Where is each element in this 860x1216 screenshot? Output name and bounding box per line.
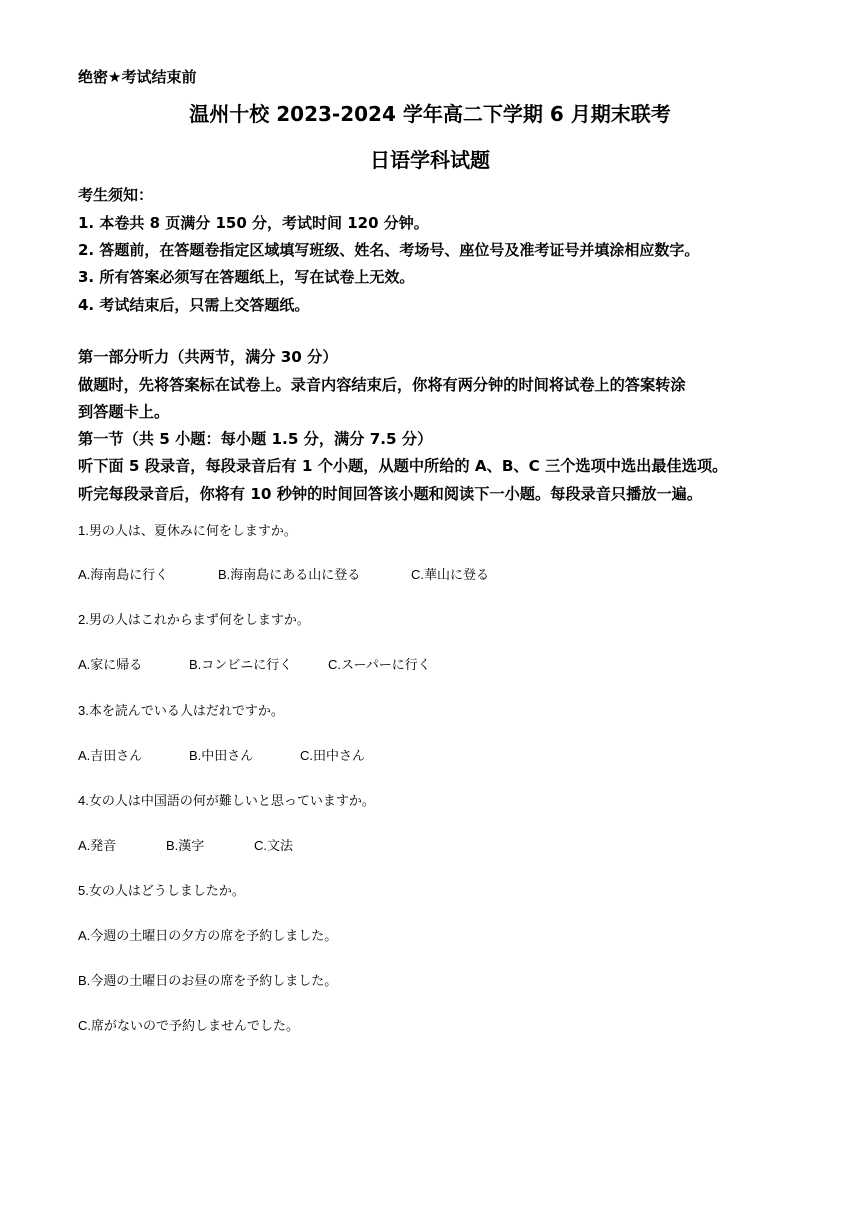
option-a: A.家に帰る [78,657,143,672]
option-a: A.今週の土曜日の夕方の席を予約しました。 [78,928,338,943]
part1-heading: 第一部分听力（共两节，满分 30 分） [78,348,338,366]
option-c: C.スーパーに行く [328,657,431,672]
section1-instruction: 听完每段录音后，你将有 10 秒钟的时间回答该小题和阅读下一小题。每段录音只播放一遍。 [78,485,703,503]
notice-heading: 考生须知： [78,186,154,204]
section1-instruction: 听下面 5 段录音，每段录音后有 1 个小题，从题中所给的 A、B、C 三个选项中选出最佳选项。 [78,457,728,475]
exam-subtitle: 日语学科试题 [370,148,490,172]
part1-instruction: 到答题卡上。 [78,403,170,421]
option-b: B.今週の土曜日のお昼の席を予約しました。 [78,973,338,988]
option-a: A.吉田さん [78,748,143,763]
option-b: B.コンビニに行く [189,657,293,672]
notice-item: 3. 所有答案必须写在答题纸上，写在试卷上无效。 [78,268,415,286]
notice-item: 1. 本卷共 8 页满分 150 分，考试时间 120 分钟。 [78,214,429,232]
option-b: B.漢字 [166,838,205,853]
question-stem: 5.女の人はどうしましたか。 [78,883,245,898]
notice-item: 2. 答题前，在答题卷指定区域填写班级、姓名、考场号、座位号及准考证号并填涂相应数字。 [78,241,700,259]
notice-item: 4. 考试结束后，只需上交答题纸。 [78,296,310,314]
option-b: B.海南島にある山に登る [218,567,361,582]
question-stem: 3.本を読んでいる人はだれですか。 [78,703,284,718]
question-stem: 2.男の人はこれからまず何をしますか。 [78,612,310,627]
option-c: C.華山に登る [411,567,490,582]
exam-title: 温州十校 2023-2024 学年高二下学期 6 月期末联考 [189,102,671,126]
section1-heading: 第一节（共 5 小题：每小题 1.5 分，满分 7.5 分） [78,430,433,448]
option-c: C.文法 [254,838,294,853]
option-a: A.発音 [78,838,117,853]
option-a: A.海南島に行く [78,567,169,582]
part1-instruction: 做题时，先将答案标在试卷上。录音内容结束后，你将有两分钟的时间将试卷上的答案转涂 [78,376,686,394]
question-stem: 4.女の人は中国語の何が難しいと思っていますか。 [78,793,375,808]
secret-mark: 绝密★考试结束前 [78,68,197,86]
option-c: C.席がないので予約しませんでした。 [78,1018,300,1033]
question-stem: 1.男の人は、夏休みに何をしますか。 [78,523,297,538]
option-b: B.中田さん [189,748,254,763]
option-c: C.田中さん [300,748,366,763]
